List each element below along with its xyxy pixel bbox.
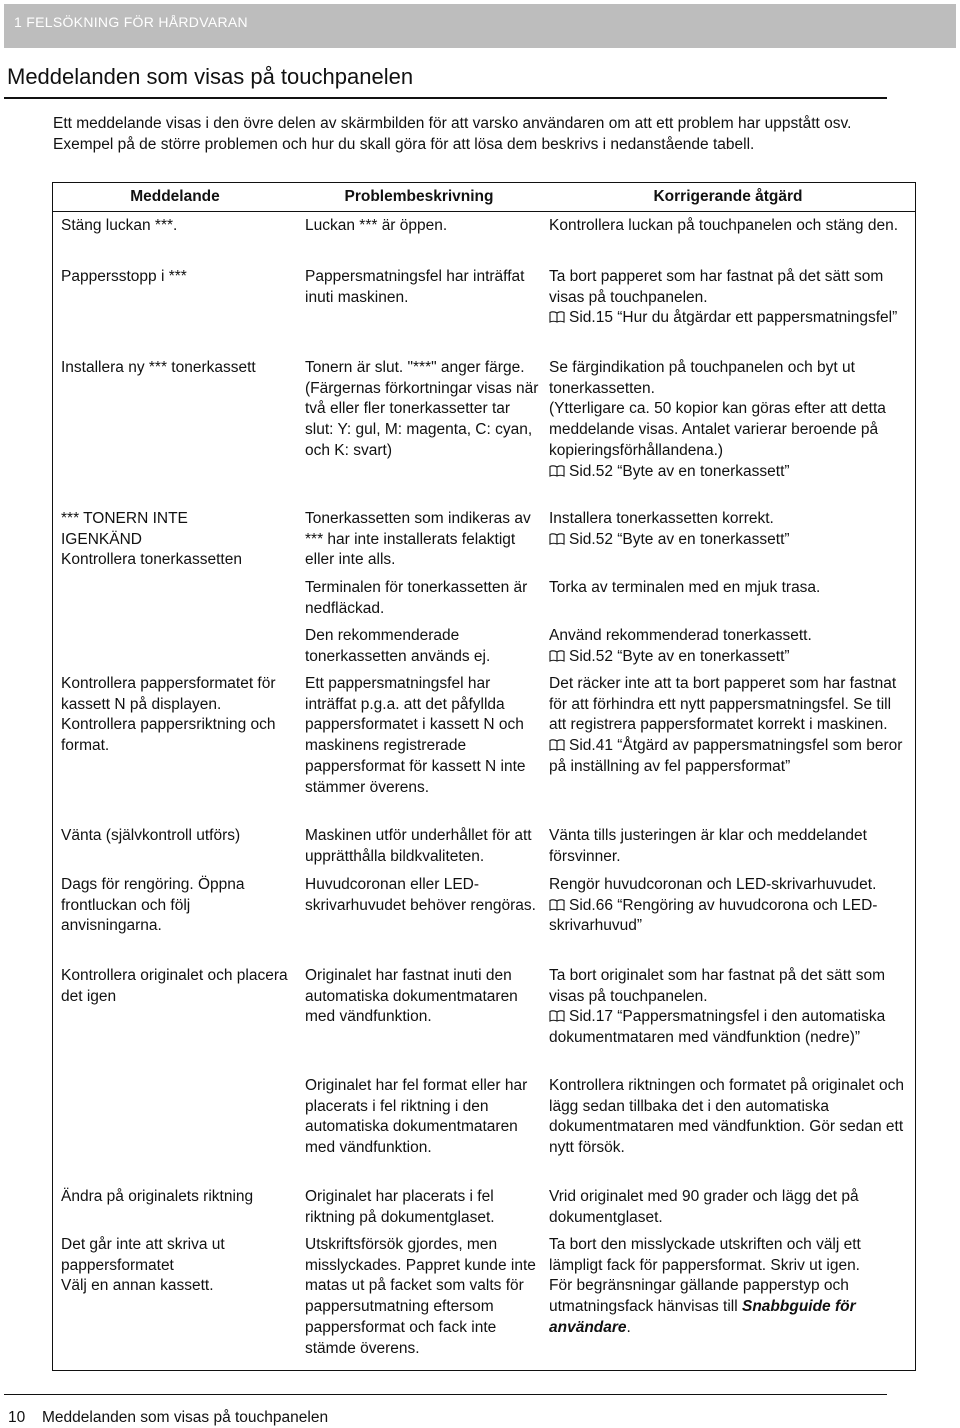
action-cell (549, 578, 909, 599)
page-reference-text: Sid.52 “Byte av en tonerkassett” (569, 647, 790, 665)
chapter-header-bar (4, 4, 956, 48)
action-cell (549, 826, 909, 867)
action-cell (549, 966, 909, 1049)
message-cell (61, 509, 291, 571)
cell-text: Vrid originalet med 90 grader och lägg det på dokumentglaset. (549, 1188, 863, 1226)
page-number: 10 (8, 1409, 26, 1426)
message-cell (61, 875, 291, 937)
cell-text: Vänta tills justeringen är klar och meddelandet försvinner. (549, 827, 872, 865)
problem-cell (305, 509, 541, 571)
page-reference[interactable] (549, 308, 909, 329)
cell-text: Dags för rengöring. Öppna frontluckan och följ anvisningarna. (61, 876, 249, 935)
problem-cell (305, 267, 541, 308)
header-message: Meddelande (130, 188, 220, 205)
cell-text: Det går inte att skriva ut pappersformatet Välj en annan kassett. (61, 1236, 225, 1295)
problem-cell (305, 674, 541, 798)
problem-cell (305, 966, 541, 1028)
message-cell (61, 1187, 291, 1208)
cell-text: Den rekommenderade tonerkassetten används ej. (305, 627, 491, 665)
chapter-title: 1 FELSÖKNING FÖR HÅRDVARAN (14, 14, 248, 30)
book-reference-icon (549, 465, 565, 477)
page-reference-text: Sid.52 “Byte av en tonerkassett” (569, 530, 790, 548)
cell-text: Originalet har placerats i fel riktning på dokumentglaset. (305, 1188, 498, 1226)
header-problem: Problembeskrivning (344, 188, 494, 205)
messages-table (52, 182, 916, 1371)
action-cell (549, 875, 909, 937)
cell-text: Använd rekommenderad tonerkassett. (549, 627, 812, 644)
problem-cell (305, 1235, 541, 1359)
action-cell (549, 1076, 909, 1159)
cell-text-tail: . (626, 1318, 631, 1336)
cell-text: Installera ny *** tonerkassett (61, 359, 256, 376)
footer-title: Meddelanden som visas på touchpanelen (42, 1409, 329, 1426)
cell-text: Vänta (självkontroll utförs) (61, 827, 241, 844)
table-body (53, 212, 915, 1370)
book-reference-icon (549, 1010, 565, 1022)
message-cell (61, 216, 291, 237)
cell-text: Huvudcoronan eller LED-skrivarhuvudet behöver rengöras. (305, 876, 536, 914)
action-cell (549, 1235, 909, 1339)
title-divider (4, 97, 887, 99)
message-cell (61, 966, 291, 1007)
problem-cell (305, 875, 541, 916)
cell-text: Ändra på originalets riktning (61, 1188, 254, 1205)
cell-text: Originalet har fel format eller har placerats i fel riktning i den automatiska dokumentmataren med vändfunktion. (305, 1077, 532, 1157)
action-cell (549, 216, 909, 237)
manual-reference-title: Snabbguide för användare (549, 1298, 860, 1336)
page-reference[interactable] (549, 1007, 909, 1048)
action-cell (549, 674, 909, 778)
intro-paragraph: Ett meddelande visas i den övre delen av skärmbilden för att varsko användaren om att ett problem har uppstått osv. Exempel på de större problemen och hur du skall göra för att lösa dem beskrivs i nedanstående tabell. (53, 115, 852, 153)
book-reference-icon (549, 650, 565, 662)
cell-text: Ett pappersmatningsfel har inträffat p.g.a. att det påfyllda pappersformatet i kassett N och maskinens registrerade pappersformat för kassett N inte stämmer överens. (305, 675, 530, 796)
cell-text: *** TONERN INTE IGENKÄND Kontrollera tonerkassetten (61, 510, 242, 569)
header-action: Korrigerande åtgärd (653, 188, 803, 205)
cell-text: Rengör huvudcoronan och LED-skrivarhuvudet. (549, 876, 877, 893)
page-reference[interactable] (549, 647, 909, 668)
action-cell (549, 358, 909, 482)
page-reference-text: Sid.52 “Byte av en tonerkassett” (569, 462, 790, 480)
page-reference[interactable] (549, 530, 909, 551)
cell-text: Det räcker inte att ta bort papperet som har fastnat för att förhindra ett nytt pappersmatningsfel. Se till att registrera pappersformatet korrekt i maskinen. (549, 675, 901, 734)
page-reference-text: Sid.17 “Pappersmatningsfel i den automatiska dokumentmataren med vändfunktion (nedre)” (549, 1008, 890, 1047)
action-cell (549, 626, 909, 667)
cell-text: Stäng luckan ***. (61, 217, 178, 234)
page-reference-text: Sid.66 “Rengöring av huvudcorona och LED-skrivarhuvud” (549, 896, 878, 935)
cell-text: Kontrollera originalet och placera det igen (61, 967, 292, 1005)
cell-text: Tonern är slut. "***" anger färge. (Färgernas förkortningar visas när två eller fler tonerkassetter tar slut: Y: gul, M: magenta, C: cyan, och K: svart) (305, 359, 539, 459)
book-reference-icon (549, 899, 565, 911)
problem-cell (305, 1076, 541, 1159)
page-reference-text: Sid.15 “Hur du åtgärdar ett pappersmatningsfel” (569, 309, 898, 327)
problem-cell (305, 358, 541, 462)
cell-text: Kontrollera riktningen och formatet på originalet och lägg sedan tillbaka det i den automatiska dokumentmataren med vändfunktion. Gör sedan ett nytt försök. (549, 1077, 909, 1157)
action-cell (549, 509, 909, 550)
page-reference-text: Sid.41 “Åtgärd av pappersmatningsfel som beror på inställning av fel pappersformat” (549, 737, 907, 775)
cell-text: Luckan *** är öppen. (305, 217, 448, 234)
problem-cell (305, 578, 541, 619)
problem-cell (305, 216, 541, 237)
cell-text: Originalet har fastnat inuti den automatiska dokumentmataren med vändfunktion. (305, 967, 523, 1026)
book-reference-icon (549, 311, 565, 323)
message-cell (61, 826, 291, 847)
page-reference[interactable] (549, 736, 909, 777)
page-reference[interactable] (549, 896, 909, 937)
page-footer (4, 1394, 887, 1426)
table-header (53, 183, 915, 212)
cell-text: Ta bort den misslyckade utskriften och välj ett lämpligt fack för pappersformat. Skriv ut igen. För begränsningar gällande papperstyp och utmatningsfack hänvisas till (549, 1236, 861, 1316)
cell-text: Utskriftsförsök gjordes, men misslyckades. Pappret kunde inte matas ut på facket som valts för pappersutmatning eftersom pappersformat och fack inte stämde överens. (305, 1236, 541, 1357)
message-cell (61, 267, 291, 288)
cell-text: Kontrollera pappersformatet för kassett N på displayen. Kontrollera pappersriktning och format. (61, 675, 276, 755)
message-cell (61, 674, 291, 757)
cell-text: Ta bort originalet som har fastnat på det sätt som visas på touchpanelen. (549, 967, 890, 1005)
book-reference-icon (549, 739, 565, 751)
cell-text: Pappersstopp i *** (61, 268, 187, 285)
message-cell (61, 1235, 291, 1297)
cell-text: Se färgindikation på touchpanelen och byt ut tonerkassetten. (Ytterligare ca. 50 kopior kan göras efter att detta meddelande visas. Antalet varierar beroende på kopieringsförhållandena.) (549, 359, 886, 459)
action-cell (549, 1187, 909, 1228)
page-reference[interactable] (549, 462, 909, 483)
cell-text: Terminalen för tonerkassetten är nedfläckad. (305, 579, 532, 617)
cell-text: Installera tonerkassetten korrekt. (549, 510, 774, 527)
cell-text: Kontrollera luckan på touchpanelen och stäng den. (549, 217, 898, 234)
cell-text: Pappersmatningsfel har inträffat inuti maskinen. (305, 268, 529, 306)
cell-text: Ta bort papperet som har fastnat på det sätt som visas på touchpanelen. (549, 268, 888, 306)
message-cell (61, 358, 291, 379)
cell-text: Torka av terminalen med en mjuk trasa. (549, 579, 821, 596)
cell-text: Maskinen utför underhållet för att upprätthålla bildkvaliteten. (305, 827, 536, 865)
cell-text: Tonerkassetten som indikeras av *** har inte installerats felaktigt eller inte alls. (305, 510, 536, 569)
book-reference-icon (549, 533, 565, 545)
problem-cell (305, 826, 541, 867)
problem-cell (305, 1187, 541, 1228)
section-title: Meddelanden som visas på touchpanelen (7, 64, 414, 89)
problem-cell (305, 626, 541, 667)
action-cell (549, 267, 909, 329)
